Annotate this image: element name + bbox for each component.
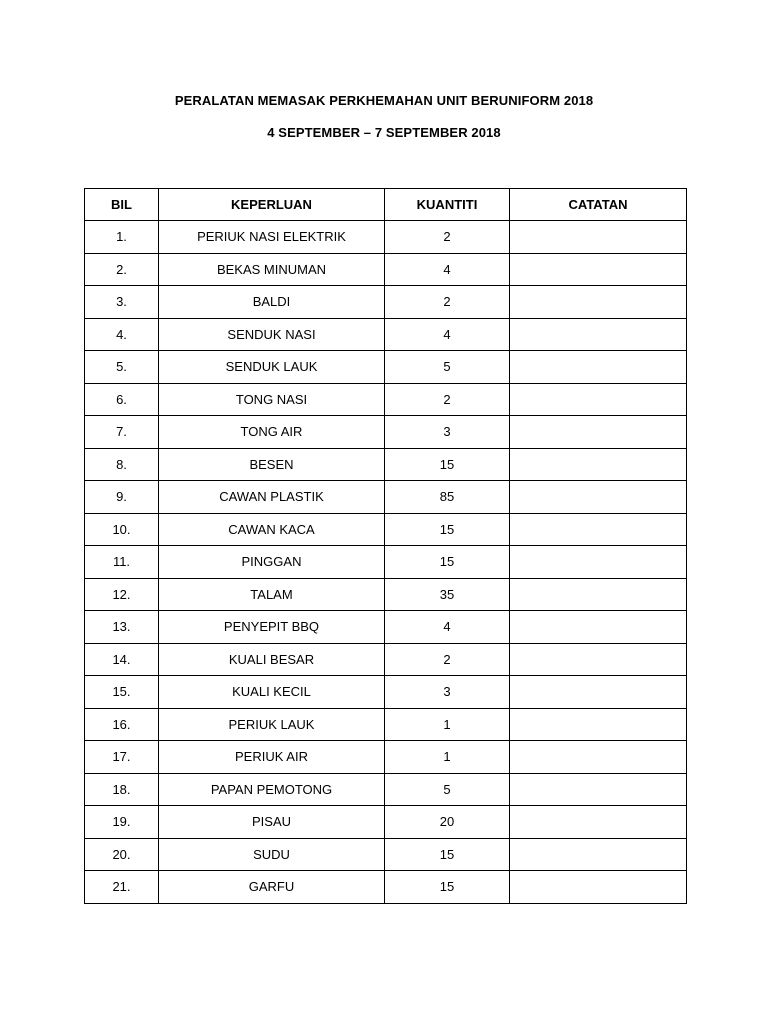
cell-kuantiti: 4 (385, 318, 510, 351)
table-row (85, 383, 687, 416)
cell-bil: 16. (85, 708, 159, 741)
cell-keperluan: PISAU (159, 806, 385, 839)
cell-catatan (510, 871, 687, 904)
cell-keperluan: SENDUK LAUK (159, 351, 385, 384)
cell-kuantiti: 4 (385, 611, 510, 644)
cell-keperluan: TALAM (159, 578, 385, 611)
cell-keperluan: PERIUK LAUK (159, 708, 385, 741)
cell-bil: 21. (85, 871, 159, 904)
cell-keperluan: KUALI BESAR (159, 643, 385, 676)
cell-keperluan: PAPAN PEMOTONG (159, 773, 385, 806)
cell-bil: 5. (85, 351, 159, 384)
cell-kuantiti: 15 (385, 546, 510, 579)
cell-bil: 10. (85, 513, 159, 546)
table-row (85, 286, 687, 319)
cell-bil: 18. (85, 773, 159, 806)
table-row (85, 741, 687, 774)
table-row (85, 871, 687, 904)
cell-catatan (510, 708, 687, 741)
header-catatan: CATATAN (510, 189, 687, 221)
cell-catatan (510, 513, 687, 546)
cell-bil: 13. (85, 611, 159, 644)
table-row (85, 611, 687, 644)
cell-catatan (510, 773, 687, 806)
cell-keperluan: SUDU (159, 838, 385, 871)
table-row (85, 578, 687, 611)
cell-bil: 12. (85, 578, 159, 611)
cell-kuantiti: 1 (385, 741, 510, 774)
cell-kuantiti: 4 (385, 253, 510, 286)
document-date-range: 4 SEPTEMBER – 7 SEPTEMBER 2018 (267, 125, 501, 140)
cell-bil: 2. (85, 253, 159, 286)
cell-keperluan: BALDI (159, 286, 385, 319)
cell-bil: 19. (85, 806, 159, 839)
cell-catatan (510, 383, 687, 416)
cell-kuantiti: 1 (385, 708, 510, 741)
cell-kuantiti: 2 (385, 383, 510, 416)
cell-keperluan: TONG NASI (159, 383, 385, 416)
cell-kuantiti: 3 (385, 416, 510, 449)
cell-keperluan: TONG AIR (159, 416, 385, 449)
table-row (85, 676, 687, 709)
cell-catatan (510, 351, 687, 384)
table-row (85, 481, 687, 514)
table-row (85, 838, 687, 871)
table-row (85, 806, 687, 839)
cell-kuantiti: 2 (385, 286, 510, 319)
header-keperluan: KEPERLUAN (159, 189, 385, 221)
cell-keperluan: PENYEPIT BBQ (159, 611, 385, 644)
cell-catatan (510, 286, 687, 319)
cell-catatan (510, 546, 687, 579)
cell-kuantiti: 15 (385, 513, 510, 546)
cell-bil: 6. (85, 383, 159, 416)
cell-keperluan: PINGGAN (159, 546, 385, 579)
document-title: PERALATAN MEMASAK PERKHEMAHAN UNIT BERUNIFORM 2018 (174, 93, 594, 108)
cell-kuantiti: 5 (385, 351, 510, 384)
header-kuantiti: KUANTITI (385, 189, 510, 221)
cell-bil: 1. (85, 221, 159, 254)
cell-keperluan: PERIUK AIR (159, 741, 385, 774)
cell-keperluan: GARFU (159, 871, 385, 904)
cell-kuantiti: 20 (385, 806, 510, 839)
cell-bil: 8. (85, 448, 159, 481)
cell-bil: 4. (85, 318, 159, 351)
cell-bil: 3. (85, 286, 159, 319)
cell-keperluan: PERIUK NASI ELEKTRIK (159, 221, 385, 254)
cell-catatan (510, 416, 687, 449)
cell-kuantiti: 15 (385, 448, 510, 481)
cell-kuantiti: 2 (385, 221, 510, 254)
cell-bil: 20. (85, 838, 159, 871)
table-body (85, 221, 687, 904)
cell-kuantiti: 35 (385, 578, 510, 611)
cell-kuantiti: 15 (385, 838, 510, 871)
table-row (85, 708, 687, 741)
table-row (85, 643, 687, 676)
cell-bil: 17. (85, 741, 159, 774)
cell-keperluan: BESEN (159, 448, 385, 481)
table-row (85, 221, 687, 254)
table-row (85, 448, 687, 481)
cell-kuantiti: 15 (385, 871, 510, 904)
cell-bil: 15. (85, 676, 159, 709)
cell-bil: 9. (85, 481, 159, 514)
cell-catatan (510, 838, 687, 871)
cell-catatan (510, 741, 687, 774)
cell-kuantiti: 85 (385, 481, 510, 514)
cell-catatan (510, 611, 687, 644)
cell-keperluan: BEKAS MINUMAN (159, 253, 385, 286)
cell-catatan (510, 643, 687, 676)
cell-bil: 7. (85, 416, 159, 449)
table-header (85, 189, 687, 221)
cell-keperluan: CAWAN KACA (159, 513, 385, 546)
cell-catatan (510, 253, 687, 286)
cell-keperluan: SENDUK NASI (159, 318, 385, 351)
cell-bil: 14. (85, 643, 159, 676)
table-row (85, 351, 687, 384)
cell-catatan (510, 221, 687, 254)
cell-catatan (510, 676, 687, 709)
cell-catatan (510, 318, 687, 351)
table-row (85, 773, 687, 806)
cell-kuantiti: 5 (385, 773, 510, 806)
table-row (85, 253, 687, 286)
cell-catatan (510, 481, 687, 514)
header-bil: BIL (85, 189, 159, 221)
cell-kuantiti: 2 (385, 643, 510, 676)
table-row (85, 546, 687, 579)
cell-catatan (510, 806, 687, 839)
cell-keperluan: KUALI KECIL (159, 676, 385, 709)
cell-keperluan: CAWAN PLASTIK (159, 481, 385, 514)
equipment-table (84, 188, 687, 904)
header-row (85, 189, 687, 221)
table-row (85, 416, 687, 449)
table-row (85, 318, 687, 351)
cell-bil: 11. (85, 546, 159, 579)
table-row (85, 513, 687, 546)
cell-catatan (510, 578, 687, 611)
cell-kuantiti: 3 (385, 676, 510, 709)
cell-catatan (510, 448, 687, 481)
